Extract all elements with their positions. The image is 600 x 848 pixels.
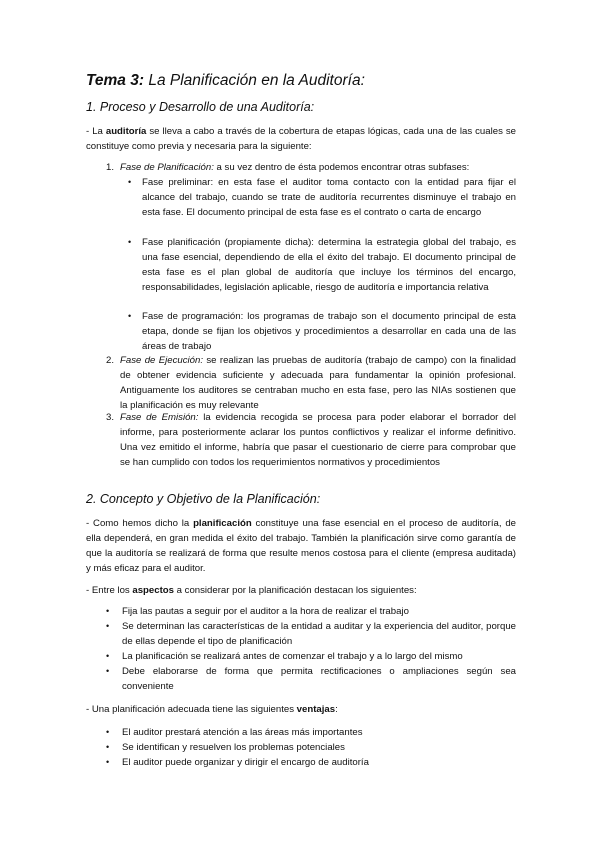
advantage-text: El auditor puede organizar y dirigir el encargo de auditoría	[122, 757, 369, 768]
phase-item-2	[106, 353, 516, 413]
phase-item-3	[106, 410, 516, 470]
bullet-icon: •	[128, 237, 132, 247]
phase-number: 2.	[106, 355, 115, 366]
p1-post: constituye una fase esencial en el proceso de auditoría, de ella dependerá, en gran medida el éxito del trabajo. También la planificación sirve como garantía de que la auditoría se realizará de forma que resulte menos costosa para el cliente (empresa auditada) y más eficaz para el auditor.	[86, 518, 516, 574]
subphase-text: Fase de programación: los programas de trabajo son el documento principal de esta etapa, donde se fijan los objetivos y procedimientos a desarrollar en cada una de las áreas de trabajo	[142, 311, 516, 352]
p2-pre: - Entre los	[86, 585, 133, 596]
intro-bold: auditoría	[105, 126, 147, 137]
subphase-item-3	[128, 309, 516, 354]
aspect-item-4	[106, 664, 516, 694]
advantage-text: Se identifican y resuelven los problemas potenciales	[122, 742, 345, 753]
phase-label: Fase de Ejecución:	[120, 355, 204, 366]
subphase-item-2	[128, 235, 516, 295]
subphase-text: Fase planificación (propiamente dicha): determina la estrategia global del trabajo, es una fase esencial, dependiendo de ella el éxito del trabajo. El documento principal de esta fase es el plan global de auditoría que incluye los términos del encargo, responsabilidades, legislación aplicable, riesgo de auditoría e importancia relativa	[142, 237, 516, 293]
page-title	[86, 72, 365, 90]
section2-paragraph-2	[86, 583, 516, 598]
advantage-item-3	[106, 755, 516, 770]
p3-bold: ventajas	[296, 704, 336, 715]
subphase-text: Fase preliminar: en esta fase el auditor toma contacto con la entidad para fijar el alcance del trabajo, cuando se trate de auditoría recurrentes disminuye el trabajo en esta fase. El documento principal de esta fase es el contrato o carta de encargo	[142, 177, 516, 218]
advantage-item-2	[106, 740, 516, 755]
bullet-icon: •	[128, 177, 132, 187]
title-prefix: Tema 3:	[86, 72, 145, 89]
p1-bold: planificación	[193, 518, 252, 529]
bullet-icon: •	[106, 757, 110, 767]
title-rest: La Planificación en la Auditoría:	[144, 72, 365, 89]
section1-heading: 1. Proceso y Desarrollo de una Auditoría:	[86, 100, 315, 114]
intro-pre: - La	[86, 126, 106, 137]
aspect-item-2	[106, 619, 516, 649]
phase-desc: a su vez dentro de ésta podemos encontrar otras subfases:	[213, 162, 470, 173]
advantage-item-1	[106, 725, 516, 740]
bullet-icon: •	[106, 606, 110, 616]
section1-intro	[86, 124, 516, 154]
bullet-icon: •	[106, 666, 110, 676]
p3-pre: - Una planificación adecuada tiene las siguientes	[86, 704, 297, 715]
p2-bold: aspectos	[132, 585, 174, 596]
bullet-icon: •	[106, 742, 110, 752]
aspect-text: Se determinan las características de la entidad a auditar y la experiencia del auditor, porque de ellas depende el tipo de planificación	[122, 621, 516, 647]
p1-pre: - Como hemos dicho la	[86, 518, 194, 529]
aspect-text: Fija las pautas a seguir por el auditor a la hora de realizar el trabajo	[122, 606, 409, 617]
p3-post: :	[335, 704, 338, 715]
aspect-text: La planificación se realizará antes de comenzar el trabajo y a lo largo del mismo	[122, 651, 463, 662]
phase-text	[120, 160, 516, 175]
bullet-icon: •	[106, 621, 110, 631]
intro-post: se lleva a cabo a través de la cobertura de etapas lógicas, cada una de las cuales se constituye como previa y necesaria para la siguiente:	[86, 126, 516, 152]
advantage-text: El auditor prestará atención a las áreas más importantes	[122, 727, 363, 738]
section2-paragraph-1	[86, 516, 516, 576]
section2-paragraph-3	[86, 702, 516, 717]
phase-desc: se realizan las pruebas de auditoría (trabajo de campo) con la finalidad de obtener evidencia suficiente y adecuada para fundamentar la opinión profesional. Antiguamente los auditores se centraban mucho en esta fase, pero las NIAs sostienen que la planificación es muy relevante	[120, 355, 516, 411]
phase-item-1	[106, 160, 516, 175]
phase-label: Fase de Emisión:	[120, 412, 199, 423]
bullet-icon: •	[106, 651, 110, 661]
phase-text	[120, 410, 516, 470]
phase-number: 3.	[106, 412, 115, 423]
section2-heading: 2. Concepto y Objetivo de la Planificación:	[86, 492, 321, 506]
phase-label: Fase de Planificación:	[120, 162, 214, 173]
phase-desc: la evidencia recogida se procesa para poder elaborar el borrador del informe, para posteriormente aclarar los puntos conflictivos y realizar el informe definitivo. Una vez emitido el informe, habría que pasar el cuestionario de cierre para comprobar que se han cumplido con todos los requerimientos normativos y procedimientos	[120, 412, 516, 468]
aspect-item-3	[106, 649, 516, 664]
phase-number: 1.	[106, 162, 115, 173]
aspect-text: Debe elaborarse de forma que permita rectificaciones o ampliaciones según sea conveniente	[122, 666, 516, 692]
phase-text	[120, 353, 516, 413]
bullet-icon: •	[106, 727, 110, 737]
bullet-icon: •	[128, 311, 132, 321]
aspect-item-1	[106, 604, 516, 619]
subphase-item-1	[128, 175, 516, 220]
p2-post: a considerar por la planificación destacan los siguientes:	[173, 585, 417, 596]
